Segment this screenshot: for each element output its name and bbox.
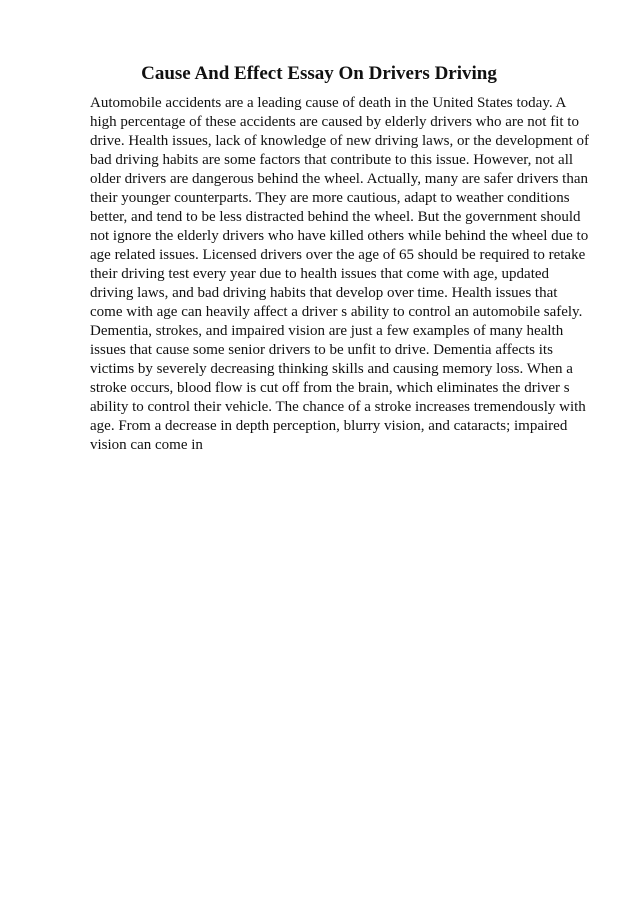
essay-line: older drivers are dangerous behind the wheel. Actually, many are safer drivers than [90, 171, 589, 187]
essay-line: drive. Health issues, lack of knowledge of new driving laws, or the development of [90, 133, 590, 149]
essay-line: Dementia, strokes, and impaired vision are just a few examples of many health [90, 323, 564, 339]
essay-line: age. From a decrease in depth perception, blurry vision, and cataracts; impaired [90, 418, 568, 434]
essay-line: high percentage of these accidents are caused by elderly drivers who are not fit to [90, 114, 579, 130]
document-title: Cause And Effect Essay On Drivers Driving [141, 63, 497, 84]
essay-line: stroke occurs, blood flow is cut off from the brain, which eliminates the driver s [90, 380, 570, 396]
essay-body [90, 94, 590, 455]
essay-line: vision can come in [90, 437, 203, 453]
essay-line: age related issues. Licensed drivers over the age of 65 should be required to retake [90, 247, 586, 263]
essay-line: not ignore the elderly drivers who have killed others while behind the wheel due to [90, 228, 589, 244]
essay-line: their driving test every year due to health issues that come with age, updated [90, 266, 550, 282]
essay-line: better, and tend to be less distracted behind the wheel. But the government should [90, 209, 581, 225]
essay-line: issues that cause some senior drivers to be unfit to drive. Dementia affects its [90, 342, 553, 358]
essay-line: victims by severely decreasing thinking skills and causing memory loss. When a [90, 361, 573, 377]
essay-line: ability to control their vehicle. The chance of a stroke increases tremendously with [90, 399, 586, 415]
essay-line: Automobile accidents are a leading cause of death in the United States today. A [90, 95, 567, 111]
essay-line: come with age can heavily affect a driver s ability to control an automobile safely. [90, 304, 583, 320]
essay-line: driving laws, and bad driving habits that develop over time. Health issues that [90, 285, 558, 301]
essay-line: bad driving habits are some factors that contribute to this issue. However, not all [90, 152, 574, 168]
essay-line: their younger counterparts. They are more cautious, adapt to weather conditions [90, 190, 570, 206]
